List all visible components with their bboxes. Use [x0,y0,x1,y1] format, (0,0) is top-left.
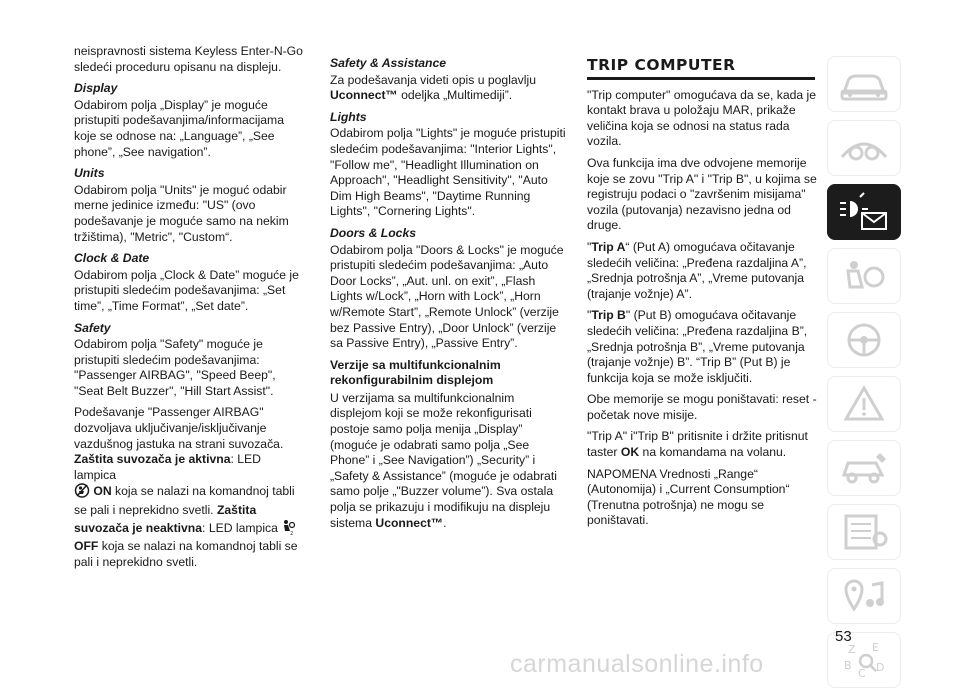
warning-triangle-icon [836,383,892,425]
tab-emergency[interactable] [827,376,901,432]
trip-b-label: Trip B [591,308,626,323]
paragraph-safety: Odabirom polja "Safety" moguće je pristupiti sledećim podešavanjima: "Passenger AIRBAG", "Speed Beep", "Seat Belt Buzzer", "Hill Start Assist". [74,337,276,398]
trip-b-text: " (Put B) omogućava očitavanje sledećih veličina: „Pređena razdaljina B”, „Srednja potrošnja B”, „Vreme putovanja (trajanje vožnje) B”. “Trip B” (Put B) je funkcija koja se može isključiti. [587,308,808,385]
paragraph-safety-assistance [330,73,566,104]
protection-inactive-label: Zaštita suvozača je neaktivna [74,503,257,535]
off-text: koja se nalazi na komandnoj tabli se pali i neprekidno svetli. [74,539,298,569]
alphabetical-index-icon [836,639,892,681]
section-title: TRIP COMPUTER [587,56,736,74]
protection-active-text: : LED lampica [74,452,261,482]
column-right [587,44,819,535]
sa-text-end: odeljka „Multimediji”. [397,88,513,103]
paragraph-note: NAPOMENA Vrednosti „Range“ (Autonomija) i „Current Consumption“ (Trenutna potrošnja) ne mogu se poništavati. [587,466,790,528]
paragraph-memories: Ova funkcija ima dve odvojene memorije koje se zovu "Trip A" i "Trip B", u kojima se registruju podaci o "završenim misijama" vozila (putovanja) nezavisno jedna od druge. [587,155,817,233]
heading-display: Display [74,81,118,96]
seat-airbag-icon [836,255,892,297]
quote-mark: " [587,308,592,323]
heading-safety-assistance: Safety & Assistance [330,56,447,70]
heading-clock-date: Clock & Date [74,251,150,266]
paragraph-display: Odabirom polja „Display” je moguće pristupiti podešavanjima/informacijama koje se odnose na: „Language”, „See phone”, „See navigation”. [74,97,284,159]
uconnect-label: Uconnect™ [330,88,398,103]
car-instruments-icon [836,127,892,169]
paragraph-airbag [74,405,306,570]
tab-starting-driving[interactable] [827,312,901,368]
paragraph-trip-a [587,240,819,302]
tab-instruments[interactable] [827,120,901,176]
car-service-icon [836,447,892,489]
paragraph-trip-b [587,308,819,386]
heading-units: Units [74,166,105,181]
light-and-message-icon [836,191,892,233]
page-number: 53 [835,628,852,645]
airbag-off-icon [281,519,295,540]
tab-dashboard[interactable] [827,56,901,112]
svg-text:B: B [844,659,852,672]
location-music-icon [836,575,892,617]
trip-a-label: Trip A [591,239,626,254]
passenger-airbag-icon [74,483,90,503]
svg-text:D: D [876,661,885,674]
heading-safety: Safety [74,320,111,335]
paragraph-reset-buttons [587,429,819,460]
airbag-text: Podešavanje "Passenger AIRBAG" dozvoljava uključivanje/isključivanje vazdušnog jastuka na strani suvozača. [74,405,284,451]
svg-text:E: E [872,641,879,654]
paragraph-doors-locks: Odabirom polja "Doors & Locks" je moguće pristupiti sledećim podešavanjima: „Auto Door Locks”, „Aut. unl. on exit”, „Flash Lights w/Lock”, „Horn with Lock”, „Horn w/Remote Start”, „Remote Unlock” (verzije bez Passive Entry), „Door Unlock” (verzije sa Passive Entry), „Passive Entry”. [330,242,564,351]
paragraph-trip-intro: "Trip computer" omogućava da se, kada je kontakt brava u položaju MAR, prikaže veličina koja se odnosi na status rada vozila. [587,87,817,149]
paragraph-reset: Obe memorije se mogu poništavati: reset - početak nove misije. [587,392,817,422]
off-label: OFF [74,539,99,554]
reset-text-end: na komandama na volanu. [639,445,787,460]
tab-lights-messages[interactable] [827,184,901,240]
tab-technical-data[interactable] [827,504,901,560]
on-text: koja se nalazi na komandnoj tabli se pali i neprekidno svetli. [74,484,295,518]
versions-end: . [443,515,447,530]
chapter-tabs [827,56,905,696]
svg-text:C: C [858,667,866,680]
protection-inactive-text: : LED lampica [202,520,278,535]
reset-text: "Trip A" i"Trip B" pritisnite i držite pritisnut taster [587,429,808,460]
tab-maintenance[interactable] [827,440,901,496]
paragraph-clock-date: Odabirom polja „Clock & Date” moguće je pristupiti sledećim podešavanjima: „Set time”, „Time Format”, „Set date”. [74,267,299,313]
column-left [74,44,306,576]
heading-versions: Verzije sa multifunkcionalnim rekonfigurabilnim displejom [330,357,501,388]
tab-multimedia[interactable] [827,568,901,624]
uconnect-label-2: Uconnect™ [375,515,444,530]
paragraph-versions [330,391,566,531]
heading-doors-locks: Doors & Locks [330,225,417,240]
paragraph-units: Odabirom polja "Units" je moguć odabir merne jedinice između: "US" (ovo podešavanje je moguće samo na nekim tržištima), "Metric", "Custom“. [74,182,289,244]
trip-a-text: “ (Put A) omogućava očitavanje sledećih veličina: „Pređena razdaljina A”, „Srednja potrošnja A”, „Vreme putovanja (trajanje vožnje) A”. [587,239,807,301]
versions-text: U verzijama sa multifunkcionalnim displejom koji se može rekonfigurisati postoje samo polja menija „Display” (moguće je odabrati samo polja „See Phone” i „See Navigation”) „Security” i „Safety & Assistance” (moguće je odabrati samo polje „"Buzzer volume”). Sva ostala polja se prikazuju i modifikuju na displeju sistema [330,390,557,530]
car-dashboard-icon [836,63,892,105]
ok-label: OK [620,445,640,460]
sa-text: Za podešavanja videti opis u poglavlju [330,72,536,87]
specifications-list-icon [836,511,892,553]
quote-mark: " [587,239,592,254]
title-rule [587,77,815,80]
column-middle [330,56,566,537]
watermark: carmanualsonline.info [510,650,764,678]
steering-wheel-icon [836,319,892,361]
svg-text:Z: Z [848,643,856,656]
tab-safety[interactable] [827,248,901,304]
paragraph-intro: neispravnosti sistema Keyless Enter-N-Go sledeći proceduru opisanu na displeju. [74,44,303,74]
paragraph-lights: Odabirom polja "Lights" je moguće pristupiti sledećim podešavanjima: "Interior Lights", "Follow me", "Headlight Illumination on Approach", "Headlight Sensitivity", "Auto Dim High Beams", "Daytime Running Lights", "Cornering Lights". [330,126,566,219]
heading-lights: Lights [330,109,367,124]
svg-text:2: 2 [290,530,294,535]
on-label: ON [93,484,112,499]
protection-active-label: Zaštita suvozača je aktivna [74,452,231,467]
